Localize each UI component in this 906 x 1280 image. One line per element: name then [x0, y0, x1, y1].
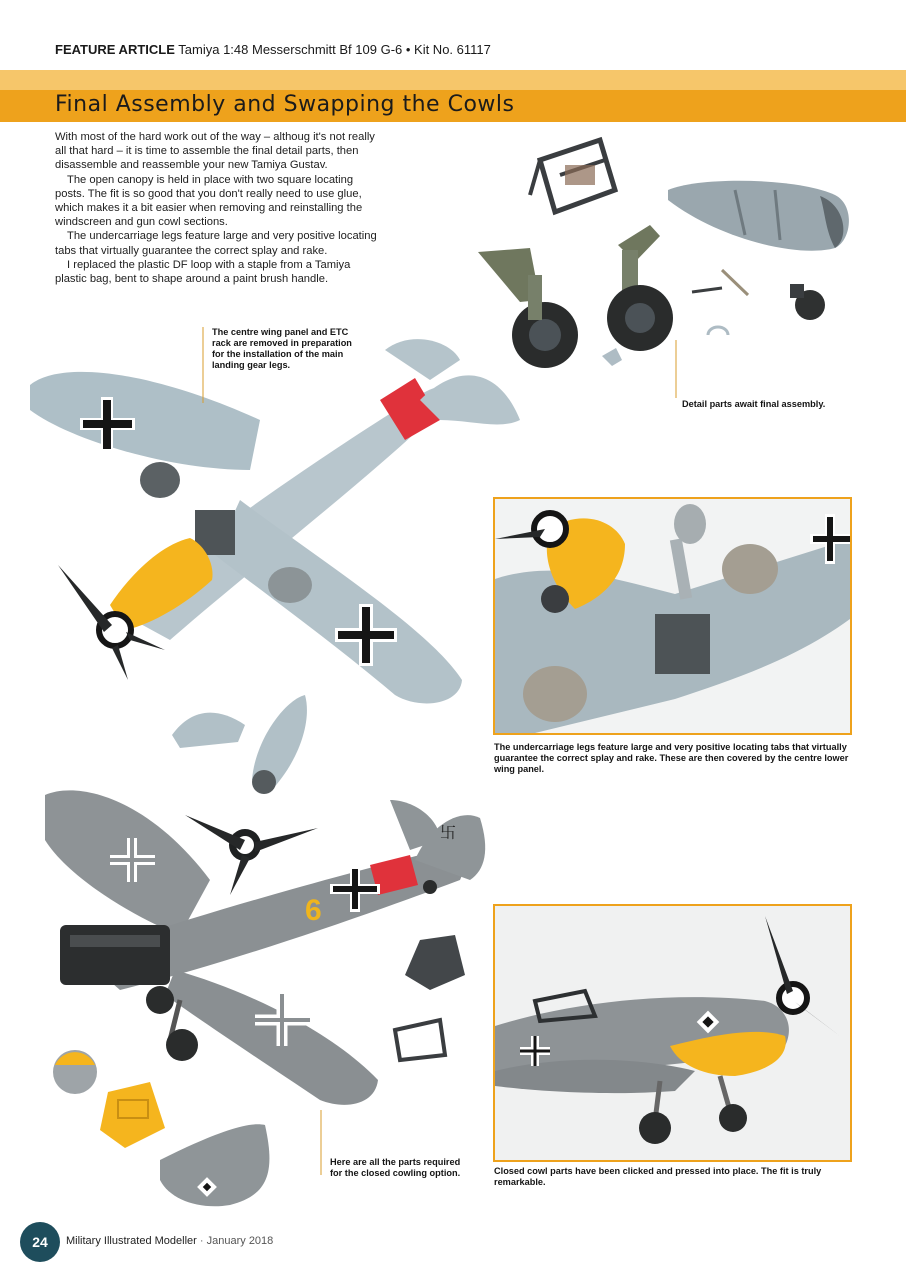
- footer: [66, 1235, 273, 1247]
- paragraph: The open canopy is held in place with two square locating posts. The fit is so good that you don't really need to use glue, which makes it a bit easier when removing and reinstalling the windscreen and gun cowl sections.: [55, 173, 363, 229]
- tail-swastika-icon: 卐: [440, 823, 457, 842]
- section-title: Final Assembly and Swapping the Cowls: [55, 92, 515, 117]
- landing-gear-leg-left: [478, 248, 578, 368]
- drop-tank-part: [668, 181, 849, 251]
- undercarriage-photo-frame: [493, 497, 852, 735]
- aircraft-open-underside: [30, 339, 520, 794]
- caption-detail-parts: Detail parts await final assembly.: [682, 399, 826, 409]
- closed-cowl-photo-frame: [493, 904, 852, 1162]
- paragraph: I replaced the plastic DF loop with a staple from a Tamiya plastic bag, bent to shape around a paint brush handle.: [55, 258, 351, 286]
- fuselage-number: 6: [305, 894, 322, 927]
- detail-parts-photo: [478, 140, 849, 368]
- paragraph: With most of the hard work out of the way – althoug it's not really all that hard – it is time to assemble the final detail parts, then disassemble and reassemble your new Tamiya Gustav.: [55, 131, 375, 172]
- closed-cowl-photo: [495, 906, 850, 1160]
- publication-name: Military Illustrated Modeller: [66, 1235, 197, 1247]
- paragraph: The undercarriage legs feature large and very positive locating tabs that virtually guarantee the correct splay and rake.: [55, 230, 377, 257]
- caption-cowl-parts: Here are all the parts required for the closed cowling option.: [330, 1157, 461, 1178]
- caption-wing-panel: The centre wing panel and ETC rack are removed in preparation for the installation of the main landing gear legs.: [212, 327, 352, 370]
- issue-date: January 2018: [206, 1235, 274, 1247]
- landing-gear-leg-right: [607, 225, 673, 351]
- canopy-frame-part: [530, 140, 615, 212]
- caption-undercarriage: The undercarriage legs feature large and very positive locating tabs that virtually guarantee the correct splay and rake. These are then covered by the centre lower wing panel.: [494, 742, 849, 774]
- page-number-badge: 24: [20, 1222, 60, 1262]
- undercarriage-photo: [495, 499, 850, 733]
- footer-separator: ·: [199, 1235, 207, 1247]
- kit-subject: Tamiya 1:48 Messerschmitt Bf 109 G-6 • Kit No. 61117: [178, 42, 491, 57]
- caption-closed-cowl: Closed cowl parts have been clicked and pressed into place. The fit is truly remarkable.: [494, 1166, 822, 1187]
- feature-article-label: FEATURE ARTICLE: [55, 42, 175, 57]
